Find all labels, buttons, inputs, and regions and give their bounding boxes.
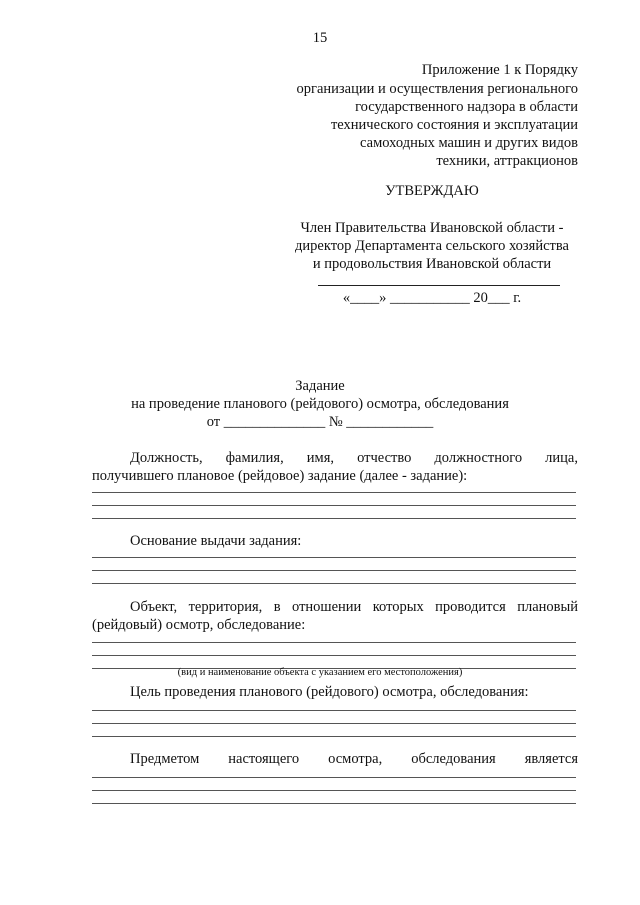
basis-entry-line (92, 570, 576, 571)
purpose-entry-line (92, 710, 576, 711)
approval-date-line: «____» ___________ 20___ г. (342, 290, 522, 306)
page-number: 15 (312, 30, 328, 46)
basis-label: Основание выдачи задания: (130, 533, 302, 549)
basis-entry-line (92, 583, 576, 584)
task-subtitle: на проведение планового (рейдового) осмотра, обследования (131, 396, 509, 412)
approval-position-line: и продовольствия Ивановской области (312, 256, 552, 272)
subject-entry-line (92, 790, 576, 791)
basis-entry-line (92, 557, 576, 558)
official-entry-line (92, 518, 576, 519)
purpose-entry-line (92, 723, 576, 724)
approval-title: УТВЕРЖДАЮ (385, 183, 479, 199)
object-label-line2: (рейдовый) осмотр, обследование: (92, 617, 306, 633)
signature-line (318, 285, 560, 286)
subject-label: Предметом настоящего осмотра, обследования является (130, 751, 578, 767)
object-note: (вид и наименование объекта с указанием его местоположения) (177, 667, 463, 678)
official-entry-line (92, 505, 576, 506)
object-entry-line (92, 655, 576, 656)
purpose-label: Цель проведения планового (рейдового) осмотра, обследования: (130, 684, 529, 700)
appendix-line: самоходных машин и других видов (360, 135, 578, 151)
purpose-entry-line (92, 736, 576, 737)
appendix-line: организации и осуществления регионального (296, 81, 578, 97)
subject-entry-line (92, 777, 576, 778)
appendix-line: техники, аттракционов (436, 153, 578, 169)
approval-position-line: Член Правительства Ивановской области - (300, 220, 564, 236)
appendix-line: Приложение 1 к Порядку (421, 62, 578, 78)
approval-position-line: директор Департамента сельского хозяйства (295, 238, 569, 254)
appendix-line: государственного надзора в области (355, 99, 578, 115)
task-number-line: от ______________ № ____________ (206, 414, 434, 430)
official-entry-line (92, 492, 576, 493)
official-label-line2: получившего плановое (рейдовое) задание (далее - задание): (92, 468, 468, 484)
appendix-line: технического состояния и эксплуатации (330, 117, 578, 133)
official-label-line1: Должность, фамилия, имя, отчество должностного лица, (130, 450, 578, 466)
object-entry-line (92, 642, 576, 643)
subject-entry-line (92, 803, 576, 804)
task-title: Задание (295, 378, 345, 394)
object-label-line1: Объект, территория, в отношении которых проводится плановый (130, 599, 578, 615)
